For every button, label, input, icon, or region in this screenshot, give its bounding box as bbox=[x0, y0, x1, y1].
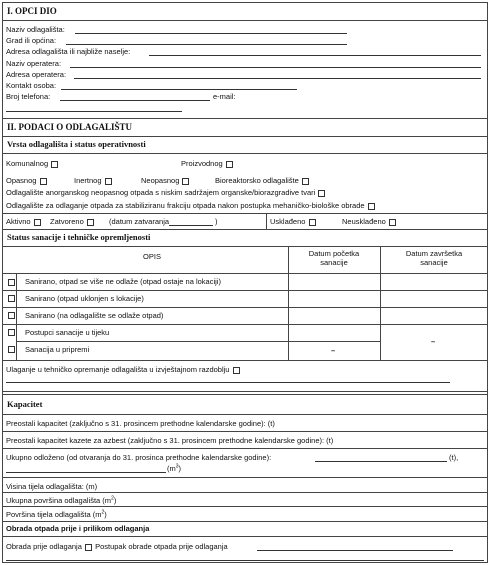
table-row-label: Postupci sanacije u tijeku bbox=[25, 328, 110, 337]
section2-title: II. PODACI O ODLAGALIŠTU bbox=[7, 122, 133, 132]
row1-checkbox[interactable] bbox=[8, 279, 15, 286]
opasnog-checkbox[interactable] bbox=[40, 178, 47, 185]
option-anorgansko[interactable] bbox=[6, 188, 326, 197]
table-row-label: Sanirano (otpad uklonjen s lokacije) bbox=[25, 294, 144, 303]
preostali-azbest: Preostali kapacitet kazete za azbest (zaključno s 31. prosincem prethodne kalendarske godine): (t) bbox=[6, 436, 334, 445]
zatvoreno-label: Zatvoreno bbox=[50, 217, 84, 226]
uskladeno-checkbox[interactable] bbox=[309, 219, 316, 226]
adresa-odlagalista-input[interactable] bbox=[149, 55, 481, 56]
neopasnog-label: Neopasnog bbox=[141, 176, 180, 185]
unit-m3 bbox=[167, 464, 181, 473]
divider bbox=[3, 273, 487, 274]
komunalno-checkbox[interactable] bbox=[51, 161, 58, 168]
type-heading: Vrsta odlagališta i status operativnosti bbox=[7, 139, 146, 149]
aktivno-label: Aktivno bbox=[6, 217, 31, 226]
divider bbox=[3, 290, 487, 291]
option-neopasnog[interactable] bbox=[141, 176, 190, 185]
bioreaktorsko-label: Bioreaktorsko odlagalište bbox=[215, 176, 299, 185]
divider bbox=[3, 118, 487, 119]
field-label-naziv-odlagalista: Naziv odlagališta: bbox=[6, 25, 65, 34]
ukupno-odlozeno: Ukupno odloženo (od otvaranja do 31. prosinca prethodne kalendarske godine): bbox=[6, 453, 272, 462]
kapacitet-heading: Kapacitet bbox=[7, 399, 43, 409]
table-row-label: Sanirano (na odlagalište se odlaže otpad) bbox=[25, 311, 164, 320]
stabilizirani-label: Odlagalište za odlaganje otpada za stabiliziranu frakciju otpada nakon postupka mehaničko-biološke obrade bbox=[6, 201, 365, 210]
visina-tijela: Visina tijela odlagališta: (m) bbox=[6, 482, 98, 491]
table-row-label: Sanacija u pripremi bbox=[25, 345, 90, 354]
telefon-input[interactable] bbox=[60, 100, 210, 101]
row4-checkbox[interactable] bbox=[8, 329, 15, 336]
divider bbox=[266, 213, 267, 229]
proizvodno-label: Proizvodnog bbox=[181, 159, 223, 168]
ulaganje-input[interactable] bbox=[6, 382, 450, 383]
adresa-operatera-input[interactable] bbox=[74, 78, 481, 79]
unit-m3-text: (m bbox=[167, 464, 176, 473]
neuskladeno-label: Neusklađeno bbox=[342, 217, 386, 226]
neopasnog-checkbox[interactable] bbox=[182, 178, 189, 185]
field-label-grad: Grad ili općina: bbox=[6, 36, 57, 45]
option-ulaganje[interactable] bbox=[6, 365, 241, 374]
option-uskladeno[interactable] bbox=[270, 217, 317, 226]
inertnog-checkbox[interactable] bbox=[105, 178, 112, 185]
divider bbox=[3, 521, 487, 522]
datum-close: ) bbox=[215, 217, 218, 226]
obrada-prije-checkbox[interactable] bbox=[85, 544, 92, 551]
naziv-operatera-input[interactable] bbox=[70, 67, 481, 68]
option-zatvoreno[interactable] bbox=[50, 217, 95, 226]
option-opasnog[interactable] bbox=[6, 176, 48, 185]
datum-zatvaranja-input[interactable] bbox=[169, 225, 213, 226]
divider bbox=[3, 246, 487, 247]
povrsina-tijela-close: ) bbox=[104, 510, 107, 519]
table-col-pocetak: Datum početka sanacije bbox=[308, 249, 360, 267]
povrsina-tijela-exp: 2 bbox=[101, 509, 105, 516]
table-col-opis: OPIS bbox=[143, 252, 161, 261]
komunalno-label: Komunalnog bbox=[6, 159, 49, 168]
opasnog-label: Opasnog bbox=[6, 176, 37, 185]
option-komunalno[interactable] bbox=[6, 159, 59, 168]
naziv-odlagalista-input[interactable] bbox=[75, 33, 347, 34]
ukupna-povrsina-close: ) bbox=[113, 496, 117, 505]
neuskladeno-checkbox[interactable] bbox=[389, 219, 396, 226]
row2-checkbox[interactable] bbox=[8, 295, 15, 302]
divider bbox=[3, 229, 487, 230]
obrada-prije-label: Obrada prije odlaganja bbox=[6, 542, 82, 551]
kontakt-input[interactable] bbox=[61, 89, 297, 90]
ukupna-povrsina-exp: 2 bbox=[111, 495, 114, 502]
divider bbox=[3, 213, 487, 214]
option-proizvodno[interactable] bbox=[181, 159, 234, 168]
anorgansko-label: Odlagalište anorganskog neopasnog otpada s niskim sadržajem organske/biorazgradive tvari bbox=[6, 188, 316, 197]
divider bbox=[3, 307, 487, 308]
divider bbox=[3, 477, 487, 478]
divider bbox=[3, 492, 487, 493]
option-aktivno[interactable] bbox=[6, 217, 42, 226]
unit-m3-exp: 3 bbox=[175, 463, 179, 470]
postupak-input-line2[interactable] bbox=[6, 560, 484, 561]
pocetak-dash: – bbox=[331, 346, 336, 355]
email-input[interactable] bbox=[6, 111, 182, 112]
option-inertnog[interactable] bbox=[74, 176, 113, 185]
povrsina-tijela bbox=[6, 510, 107, 519]
ukupno-t-input[interactable] bbox=[315, 461, 447, 462]
email-label: e-mail: bbox=[213, 92, 236, 101]
table-row-label: Sanirano, otpad se više ne odlaže (otpad ostaje na lokaciji) bbox=[25, 277, 221, 286]
divider bbox=[3, 431, 487, 432]
postupak-label: Postupak obrade otpada prije odlaganja bbox=[95, 542, 228, 551]
field-label-naziv-operatera: Naziv operatera: bbox=[6, 59, 62, 68]
proizvodno-checkbox[interactable] bbox=[226, 161, 233, 168]
option-obrada-prije[interactable] bbox=[6, 542, 228, 551]
form-frame bbox=[2, 2, 488, 563]
field-label-adresa-odlagalista: Adresa odlagališta ili najbliže naselje: bbox=[6, 47, 131, 56]
unit-m3-close: ) bbox=[178, 464, 182, 473]
stabilizirani-checkbox[interactable] bbox=[368, 203, 375, 210]
preostali-kapacitet: Preostali kapacitet (zaključno s 31. prosincem prethodne kalendarske godine): (t) bbox=[6, 419, 275, 428]
divider bbox=[3, 536, 487, 537]
table-col-zavrsetak: Datum završetka sanacije bbox=[405, 249, 463, 267]
ulaganje-checkbox[interactable] bbox=[233, 367, 240, 374]
divider bbox=[16, 341, 381, 342]
ukupna-povrsina bbox=[6, 496, 116, 505]
option-stabilizirani[interactable] bbox=[6, 201, 376, 210]
ulaganje-label: Ulaganje u tehničko opremanje odlagališta u izvještajnom razdoblju bbox=[6, 365, 230, 374]
field-label-telefon: Broj telefona: bbox=[6, 92, 51, 101]
divider bbox=[3, 324, 487, 325]
field-label-adresa-operatera: Adresa operatera: bbox=[6, 70, 67, 79]
grad-input[interactable] bbox=[66, 44, 347, 45]
anorgansko-checkbox[interactable] bbox=[318, 190, 325, 197]
field-label-kontakt: Kontakt osoba: bbox=[6, 81, 57, 90]
option-bioreaktorsko[interactable] bbox=[215, 176, 310, 185]
bioreaktorsko-checkbox[interactable] bbox=[302, 178, 309, 185]
ukupna-povrsina-text: Ukupna površina odlagališta (m bbox=[6, 496, 112, 505]
divider bbox=[3, 20, 487, 21]
divider bbox=[3, 391, 487, 392]
divider bbox=[16, 273, 17, 360]
postupak-input[interactable] bbox=[257, 550, 453, 551]
sanacija-heading: Status sanacije i tehničke opremljenosti bbox=[7, 232, 151, 242]
obrada-heading: Obrada otpada prije i prilikom odlaganja bbox=[6, 524, 150, 533]
divider bbox=[3, 394, 487, 395]
row3-checkbox[interactable] bbox=[8, 312, 15, 319]
section1-title: I. OPCI DIO bbox=[7, 6, 57, 16]
row5-checkbox[interactable] bbox=[8, 346, 15, 353]
divider bbox=[3, 360, 487, 361]
option-neuskladeno[interactable] bbox=[342, 217, 397, 226]
ukupno-m3-input[interactable] bbox=[6, 472, 166, 473]
divider bbox=[3, 448, 487, 449]
divider bbox=[3, 506, 487, 507]
uskladeno-label: Usklađeno bbox=[270, 217, 306, 226]
datum-zatvaranja-label: (datum zatvaranja bbox=[109, 217, 170, 226]
divider bbox=[3, 153, 487, 154]
zatvoreno-checkbox[interactable] bbox=[87, 219, 94, 226]
zavrsetak-dash: – bbox=[431, 337, 436, 346]
unit-t: (t), bbox=[449, 453, 459, 462]
povrsina-tijela-text: Površina tijela odlagališta (m bbox=[6, 510, 102, 519]
aktivno-checkbox[interactable] bbox=[34, 219, 41, 226]
divider bbox=[3, 136, 487, 137]
inertnog-label: Inertnog bbox=[74, 176, 102, 185]
divider bbox=[3, 414, 487, 415]
